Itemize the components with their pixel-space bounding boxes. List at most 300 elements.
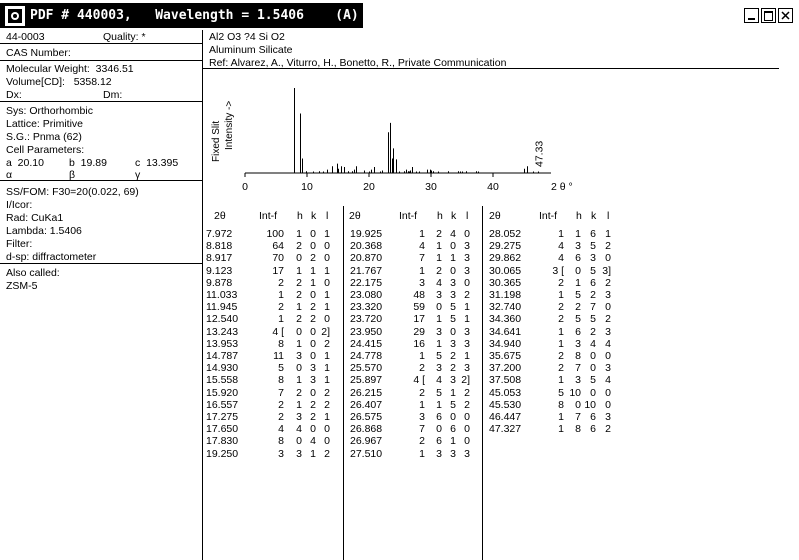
table-divider-2 <box>482 206 483 560</box>
table-cell: 5 <box>278 362 284 375</box>
table-cell: 3 <box>436 289 442 301</box>
table-cell: 0 <box>310 337 316 350</box>
table-header-2-1: Int-f <box>539 210 558 222</box>
table-cell-two-theta: 20.368 <box>350 240 383 253</box>
table-cell: 4 <box>558 240 564 253</box>
table-cell: 1 <box>419 447 425 460</box>
table-cell: 5 <box>590 374 596 387</box>
table-cell: 3 <box>450 337 456 350</box>
x-axis-label: 2 θ ° <box>551 181 573 193</box>
table-cell: 6 <box>590 411 596 423</box>
table-cell: 2 <box>436 228 442 240</box>
table-cell: 1 <box>464 301 470 314</box>
table-cell: 1 <box>296 301 302 314</box>
table-cell: 4 [ <box>413 374 425 387</box>
table-cell: 1 <box>324 374 330 387</box>
table-cell: 2 <box>310 252 316 265</box>
table-cell: 1 <box>450 435 456 448</box>
table-cell: 1 <box>278 289 284 301</box>
table-cell-two-theta: 17.830 <box>206 435 239 448</box>
table-cell: 1 <box>575 276 581 289</box>
table-cell-two-theta: 26.868 <box>350 423 383 436</box>
table-cell-two-theta: 29.862 <box>489 252 522 265</box>
table-cell-two-theta: 19.250 <box>206 447 239 460</box>
table-cell-two-theta: 26.575 <box>350 411 383 423</box>
table-cell: 2 <box>605 313 611 326</box>
table-cell: 5 <box>558 386 564 399</box>
table-cell: 1 <box>558 289 564 301</box>
table-cell: 2 <box>324 447 330 460</box>
maximize-button[interactable] <box>761 8 776 23</box>
table-cell: 1 <box>436 240 442 253</box>
table-cell: 0 <box>324 423 330 436</box>
table-cell: 0 <box>450 264 456 277</box>
table-cell-two-theta: 17.275 <box>206 411 239 423</box>
table-cell: 4 <box>296 423 302 436</box>
table-cell: 48 <box>413 289 425 301</box>
left-divider-5 <box>0 263 202 264</box>
filter: Filter: <box>6 238 33 250</box>
table-cell: 1 <box>558 374 564 387</box>
table-cell-two-theta: 45.530 <box>489 398 522 411</box>
table-cell: 0 <box>310 423 316 436</box>
table-cell: 0 <box>590 362 596 375</box>
space-group: S.G.: Pnma (62) <box>6 131 82 143</box>
table-cell: 1 <box>419 228 425 240</box>
table-cell: 1 <box>419 350 425 362</box>
table-cell: 3 <box>575 337 581 350</box>
table-header-2-3: k <box>591 210 597 222</box>
table-cell: 1 <box>605 228 611 240</box>
table-cell: 5 <box>590 240 596 253</box>
table-cell: 0 <box>450 325 456 338</box>
table-cell: 1 <box>324 228 330 240</box>
table-cell: 0 <box>296 362 302 375</box>
i-icor: I/Icor: <box>6 199 33 211</box>
table-cell-two-theta: 23.080 <box>350 289 383 301</box>
table-cell: 2 <box>278 398 284 411</box>
table-cell: 2 <box>324 337 330 350</box>
table-cell: 1 <box>558 325 564 338</box>
table-cell: 1 <box>575 228 581 240</box>
pdf-number: 44-0003 <box>6 31 45 43</box>
radiation: Rad: CuKa1 <box>6 212 64 224</box>
table-cell: 5 <box>450 313 456 326</box>
table-cell: 3 <box>296 350 302 362</box>
table-header-1-0: 2θ <box>349 210 361 222</box>
table-cell: 0 <box>450 240 456 253</box>
table-cell: 0 <box>605 301 611 314</box>
table-cell: 5 <box>575 313 581 326</box>
table-cell: 0 <box>450 411 456 423</box>
table-cell-two-theta: 9.878 <box>206 276 233 289</box>
table-cell: 2 <box>558 313 564 326</box>
table-cell: 10 <box>584 398 596 411</box>
table-cell-two-theta: 17.650 <box>206 423 239 436</box>
table-cell: 1 <box>436 313 442 326</box>
table-cell: 1 <box>324 362 330 375</box>
table-cell: 1 <box>324 264 330 277</box>
table-cell-two-theta: 13.953 <box>206 337 239 350</box>
table-cell: 0 <box>464 435 470 448</box>
table-cell: 3 <box>436 447 442 460</box>
table-cell: 3 <box>310 362 316 375</box>
table-cell: 59 <box>413 301 425 314</box>
table-cell: 0 <box>464 423 470 436</box>
table-header-2-2: h <box>576 210 582 222</box>
table-cell: 0 <box>310 240 316 253</box>
table-cell: 1 <box>419 398 425 411</box>
compound-name: Aluminum Silicate <box>209 44 293 56</box>
table-cell: 1 <box>296 374 302 387</box>
app-logo-icon <box>5 6 25 26</box>
table-cell: 0 <box>324 313 330 326</box>
table-cell: 5 <box>575 289 581 301</box>
table-cell: 0 <box>324 240 330 253</box>
table-cell: 5 <box>436 350 442 362</box>
table-cell: 3] <box>602 264 611 277</box>
table-cell: 5 <box>590 313 596 326</box>
table-cell: 2 <box>310 313 316 326</box>
table-cell-two-theta: 21.767 <box>350 264 383 277</box>
table-cell: 70 <box>272 252 284 265</box>
close-icon <box>779 9 792 22</box>
table-cell: 7 <box>419 423 425 436</box>
table-cell: 3 <box>590 252 596 265</box>
cell-alpha: α <box>6 169 13 181</box>
table-cell: 3 <box>450 276 456 289</box>
table-cell: 2] <box>461 374 470 387</box>
table-cell: 3 <box>436 362 442 375</box>
table-cell: 17 <box>272 264 284 277</box>
table-cell: 0 <box>310 325 316 338</box>
table-cell-two-theta: 27.510 <box>350 447 383 460</box>
chemical-formula: Al2 O3 ?4 Si O2 <box>209 31 285 43</box>
table-cell-two-theta: 37.200 <box>489 362 522 375</box>
cell-b: b 19.89 <box>69 157 107 169</box>
table-cell: 0 <box>310 386 316 399</box>
table-cell: 1 <box>324 301 330 314</box>
table-cell: 2 <box>436 264 442 277</box>
table-header-1-1: Int-f <box>399 210 418 222</box>
table-cell: 2 <box>575 301 581 314</box>
table-cell: 8 <box>278 374 284 387</box>
table-cell: 2 <box>296 276 302 289</box>
table-cell-two-theta: 23.720 <box>350 313 383 326</box>
table-cell: 1 <box>310 264 316 277</box>
d-spacing: d-sp: diffractometer <box>6 251 97 263</box>
table-cell-two-theta: 26.407 <box>350 398 383 411</box>
table-cell: 0 <box>436 301 442 314</box>
table-cell-two-theta: 19.925 <box>350 228 383 240</box>
table-cell-two-theta: 46.447 <box>489 411 522 423</box>
table-cell: 1 <box>558 228 564 240</box>
table-cell: 3 <box>575 240 581 253</box>
table-cell-two-theta: 23.320 <box>350 301 383 314</box>
table-cell: 7 <box>590 301 596 314</box>
cell-gamma: γ <box>135 169 141 181</box>
table-cell: 5 <box>590 264 596 277</box>
left-divider-1 <box>0 43 202 44</box>
table-cell: 2 <box>296 289 302 301</box>
dx: Dx: <box>6 89 22 101</box>
table-cell: 3 <box>419 276 425 289</box>
close-button[interactable] <box>778 8 793 23</box>
table-cell: 2 <box>324 386 330 399</box>
table-header-0-3: k <box>311 210 317 222</box>
table-cell: 6 <box>590 423 596 436</box>
table-cell-two-theta: 30.365 <box>489 276 522 289</box>
table-cell: 10 <box>569 386 581 399</box>
table-cell: 4 <box>605 337 611 350</box>
table-cell: 4 [ <box>272 325 284 338</box>
table-cell: 0 <box>436 423 442 436</box>
table-cell: 2 <box>296 313 302 326</box>
table-cell-two-theta: 24.415 <box>350 337 383 350</box>
table-cell-two-theta: 12.540 <box>206 313 239 326</box>
table-cell-two-theta: 30.065 <box>489 264 522 277</box>
table-cell: 3 <box>605 411 611 423</box>
table-header-0-0: 2θ <box>214 210 226 222</box>
table-cell: 3 <box>296 411 302 423</box>
lambda: Lambda: 1.5406 <box>6 225 82 237</box>
table-cell: 4 <box>278 423 284 436</box>
table-cell: 1 <box>436 252 442 265</box>
table-cell: 1 <box>464 350 470 362</box>
table-cell: 5 <box>450 398 456 411</box>
maximize-icon <box>764 11 773 21</box>
table-cell: 0 <box>296 252 302 265</box>
minimize-button[interactable] <box>744 8 759 23</box>
table-cell: 0 <box>324 252 330 265</box>
table-cell-two-theta: 32.740 <box>489 301 522 314</box>
table-cell: 6 <box>450 423 456 436</box>
table-cell-two-theta: 24.778 <box>350 350 383 362</box>
table-cell: 1 <box>324 411 330 423</box>
table-cell: 16 <box>413 337 425 350</box>
table-cell: 4 <box>436 374 442 387</box>
table-divider-1 <box>343 206 344 560</box>
table-cell: 7 <box>419 252 425 265</box>
table-cell: 0 <box>464 411 470 423</box>
table-cell: 4 <box>558 252 564 265</box>
table-cell: 2 <box>296 386 302 399</box>
table-header-1-4: l <box>466 210 469 222</box>
table-cell: 2] <box>321 325 330 338</box>
peak-annotation: 47.33 <box>533 140 546 167</box>
table-cell: 4 <box>436 276 442 289</box>
y-axis-label-2: Intensity -> <box>224 100 235 150</box>
table-cell: 0 <box>464 276 470 289</box>
table-cell: 1 <box>450 386 456 399</box>
dm: Dm: <box>103 89 123 101</box>
table-cell: 11 <box>273 350 284 362</box>
table-cell: 2 <box>464 386 470 399</box>
reference: Ref: Alvarez, A., Viturro, H., Bonetto, R., Private Communication <box>209 57 507 69</box>
table-cell: 1 <box>558 411 564 423</box>
left-divider-2 <box>0 60 202 61</box>
table-cell: 3 <box>605 362 611 375</box>
table-cell: 2 <box>310 398 316 411</box>
table-cell: 7 <box>575 411 581 423</box>
table-header-0-2: h <box>297 210 303 222</box>
table-cell-two-theta: 15.558 <box>206 374 239 387</box>
table-cell: 100 <box>266 228 284 240</box>
table-cell: 3 <box>464 337 470 350</box>
table-header-1-3: k <box>451 210 457 222</box>
table-cell: 2 <box>419 435 425 448</box>
table-cell: 5 <box>450 301 456 314</box>
cell-c: c 13.395 <box>135 157 179 169</box>
table-cell: 0 <box>605 386 611 399</box>
table-cell-two-theta: 26.967 <box>350 435 383 448</box>
table-cell-two-theta: 29.275 <box>489 240 522 253</box>
lattice: Lattice: Primitive <box>6 118 84 130</box>
table-cell-two-theta: 47.327 <box>489 423 522 436</box>
table-cell: 8 <box>278 337 284 350</box>
table-cell: 2 <box>419 386 425 399</box>
table-cell: 3 <box>464 362 470 375</box>
table-cell: 1 <box>558 423 564 436</box>
also-called-label: Also called: <box>6 267 60 279</box>
window-title-bar <box>0 3 363 28</box>
table-cell-two-theta: 25.570 <box>350 362 383 375</box>
crystal-system: Sys: Orthorhombic <box>6 105 93 117</box>
table-cell: 2 <box>605 276 611 289</box>
table-cell: 8 <box>575 350 581 362</box>
table-cell-two-theta: 22.175 <box>350 276 383 289</box>
table-cell-two-theta: 35.675 <box>489 350 522 362</box>
table-cell: 29 <box>413 325 425 338</box>
table-header-1-2: h <box>437 210 443 222</box>
table-cell: 3 <box>310 374 316 387</box>
table-cell: 0 <box>310 289 316 301</box>
table-cell-two-theta: 25.897 <box>350 374 383 387</box>
table-cell: 1 <box>558 337 564 350</box>
table-cell-two-theta: 16.557 <box>206 398 239 411</box>
table-cell: 6 <box>436 435 442 448</box>
table-cell: 6 <box>575 252 581 265</box>
table-cell: 1 <box>296 228 302 240</box>
x-tick-label-3: 30 <box>425 181 437 193</box>
table-cell: 3 <box>605 325 611 338</box>
diffraction-pattern-chart <box>203 70 583 200</box>
table-cell: 8 <box>278 435 284 448</box>
table-cell: 3 <box>450 289 456 301</box>
table-cell: 0 <box>575 398 581 411</box>
table-cell: 3 <box>436 325 442 338</box>
x-tick-label-1: 10 <box>301 181 313 193</box>
table-cell-two-theta: 15.920 <box>206 386 239 399</box>
table-cell: 0 <box>575 264 581 277</box>
table-cell: 1 <box>436 398 442 411</box>
x-tick-label-0: 0 <box>242 181 248 193</box>
table-cell: 1 <box>296 337 302 350</box>
table-cell-two-theta: 34.360 <box>489 313 522 326</box>
table-cell: 1 <box>324 350 330 362</box>
table-cell-two-theta: 28.052 <box>489 228 522 240</box>
table-cell: 1 <box>419 264 425 277</box>
table-header-0-4: l <box>326 210 329 222</box>
table-cell: 2 <box>450 350 456 362</box>
table-cell: 64 <box>272 240 284 253</box>
table-cell: 8 <box>575 423 581 436</box>
table-cell-two-theta: 9.123 <box>206 264 233 277</box>
table-cell: 6 <box>436 411 442 423</box>
table-header-0-1: Int-f <box>259 210 278 222</box>
table-cell: 7 <box>575 362 581 375</box>
table-header-2-0: 2θ <box>489 210 501 222</box>
table-cell: 6 <box>575 325 581 338</box>
table-cell-two-theta: 8.818 <box>206 240 233 253</box>
table-cell: 5 <box>436 386 442 399</box>
table-cell: 3 <box>296 447 302 460</box>
table-cell: 0 <box>605 252 611 265</box>
table-cell: 1 <box>310 276 316 289</box>
table-cell: 4 <box>450 228 456 240</box>
molecular-weight: Molecular Weight: 3346.51 <box>6 63 134 75</box>
table-cell: 2 <box>278 276 284 289</box>
cell-parameters-label: Cell Parameters: <box>6 144 85 156</box>
table-cell: 2 <box>605 423 611 436</box>
table-cell: 3 <box>419 411 425 423</box>
table-cell: 2 <box>558 350 564 362</box>
table-cell: 4 <box>605 374 611 387</box>
table-cell: 3 <box>450 374 456 387</box>
table-cell: 0 <box>310 228 316 240</box>
table-cell: 6 <box>590 228 596 240</box>
table-cell: 2 <box>590 325 596 338</box>
x-tick-label-2: 20 <box>363 181 375 193</box>
table-cell: 3 <box>464 447 470 460</box>
table-cell-two-theta: 37.508 <box>489 374 522 387</box>
table-cell-two-theta: 14.930 <box>206 362 239 375</box>
table-cell: 1 <box>278 313 284 326</box>
table-cell: 2 <box>278 411 284 423</box>
y-axis-label-1: Fixed Slit <box>211 120 222 162</box>
table-cell: 2 <box>450 362 456 375</box>
ss-fom: SS/FOM: F30=20(0.022, 69) <box>6 186 139 198</box>
minimize-icon <box>748 18 755 20</box>
table-cell: 0 <box>296 435 302 448</box>
table-cell-two-theta: 31.198 <box>489 289 522 301</box>
table-cell: 1 <box>436 337 442 350</box>
table-cell: 2 <box>419 362 425 375</box>
table-cell: 2 <box>310 411 316 423</box>
table-cell: 7 <box>278 386 284 399</box>
table-cell: 0 <box>324 435 330 448</box>
table-cell: 2 <box>324 398 330 411</box>
table-cell: 2 <box>558 362 564 375</box>
table-cell: 1 <box>296 264 302 277</box>
table-cell: 4 <box>590 337 596 350</box>
table-cell: 2 <box>310 301 316 314</box>
table-cell: 3 <box>464 240 470 253</box>
table-cell: 4 <box>310 435 316 448</box>
table-cell-two-theta: 20.870 <box>350 252 383 265</box>
table-cell: 2 <box>605 240 611 253</box>
table-cell-two-theta: 23.950 <box>350 325 383 338</box>
table-cell: 2 <box>558 301 564 314</box>
table-cell: 2 <box>278 301 284 314</box>
quality: Quality: * <box>103 31 146 43</box>
table-cell: 0 <box>296 325 302 338</box>
table-cell: 3 <box>575 374 581 387</box>
table-cell: 0 <box>605 398 611 411</box>
table-cell: 0 <box>464 228 470 240</box>
table-cell: 0 <box>590 386 596 399</box>
table-cell-two-theta: 34.940 <box>489 337 522 350</box>
